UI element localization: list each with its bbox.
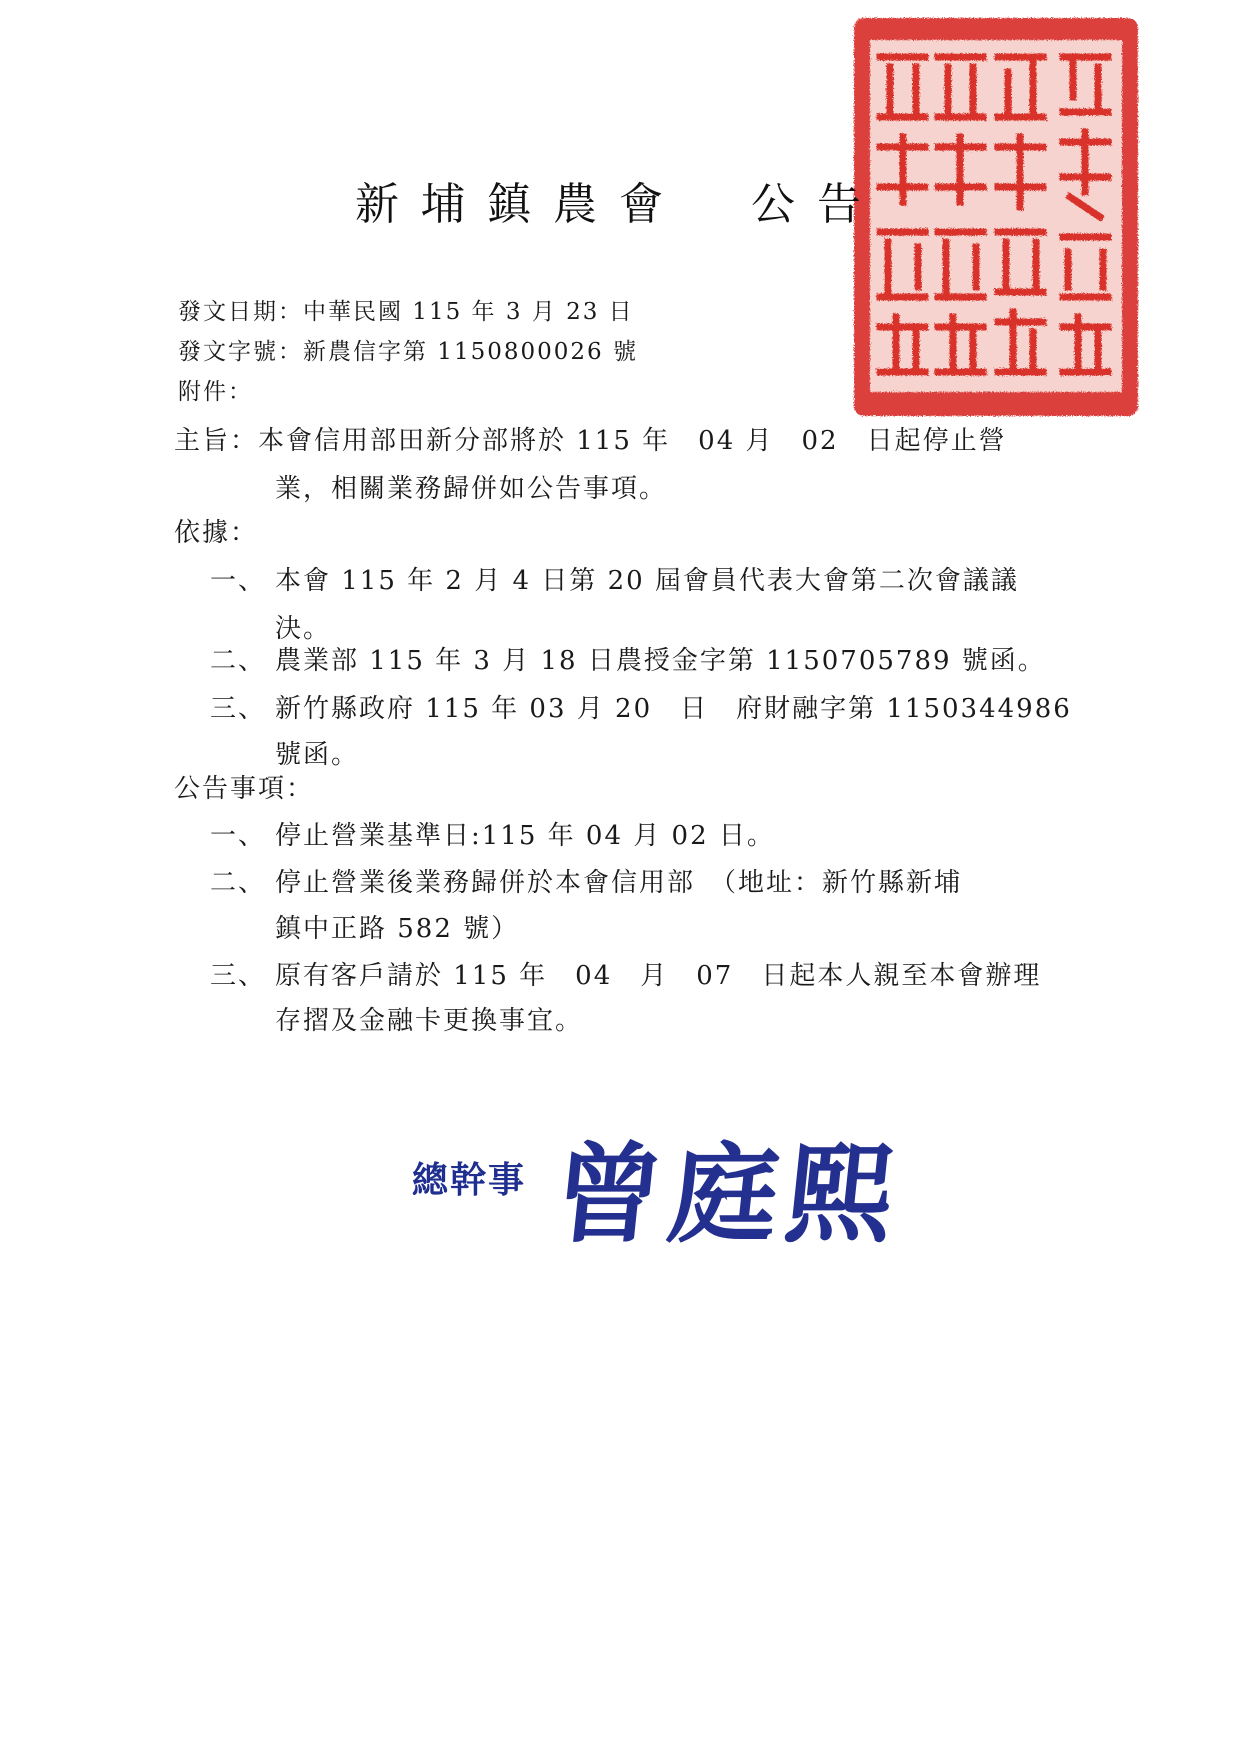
basis-item-text-cont: 號函。 (275, 740, 360, 770)
notice-item-text-cont: 存摺及金融卡更換事宜。 (275, 1006, 584, 1036)
issue-date: 發文日期：中華民國 115 年 3 月 23 日 (178, 299, 634, 325)
notice-item-text: 原有客戶請於 115 年 04 月 07 日起本人親至本會辦理 (275, 961, 1042, 991)
attachment-label: 附件： (178, 379, 253, 405)
basis-heading: 依據： (174, 518, 259, 548)
notice-item-number: 三、 (210, 961, 267, 991)
notice-heading: 公告事項： (174, 774, 315, 804)
notice-item-text: 停止營業基準日:115 年 04 月 02 日。 (275, 821, 775, 851)
basis-item-text: 新竹縣政府 115 年 03 月 20 日 府財融字第 1150344986 (275, 694, 1072, 724)
official-seal-stamp (848, 12, 1144, 422)
basis-item-text: 本會 115 年 2 月 4 日第 20 屆會員代表大會第二次會議議 (275, 566, 1019, 596)
notice-item-number: 一、 (210, 821, 267, 851)
signature-name: 曾庭熙 (547, 1132, 909, 1258)
basis-item-text-cont: 決。 (275, 614, 332, 644)
subject-line-1: 主旨：本會信用部田新分部將於 115 年 04 月 02 日起停止營 (174, 426, 1007, 456)
basis-item-number: 一、 (210, 566, 267, 596)
signature-title: 總幹事 (412, 1160, 527, 1201)
basis-item-text: 農業部 115 年 3 月 18 日農授金字第 1150705789 號函。 (275, 646, 1046, 676)
document-number: 發文字號：新農信字第 1150800026 號 (178, 339, 638, 365)
subject-line-2: 業，相關業務歸併如公告事項。 (275, 474, 668, 504)
basis-item-number: 二、 (210, 646, 267, 676)
document-title: 新埔鎮農會 公告 (355, 179, 883, 230)
notice-item-number: 二、 (210, 868, 267, 898)
notice-item-text-cont: 鎮中正路 582 號） (275, 914, 520, 944)
notice-item-text: 停止營業後業務歸併於本會信用部 （地址：新竹縣新埔 (275, 868, 963, 898)
basis-item-number: 三、 (210, 694, 267, 724)
